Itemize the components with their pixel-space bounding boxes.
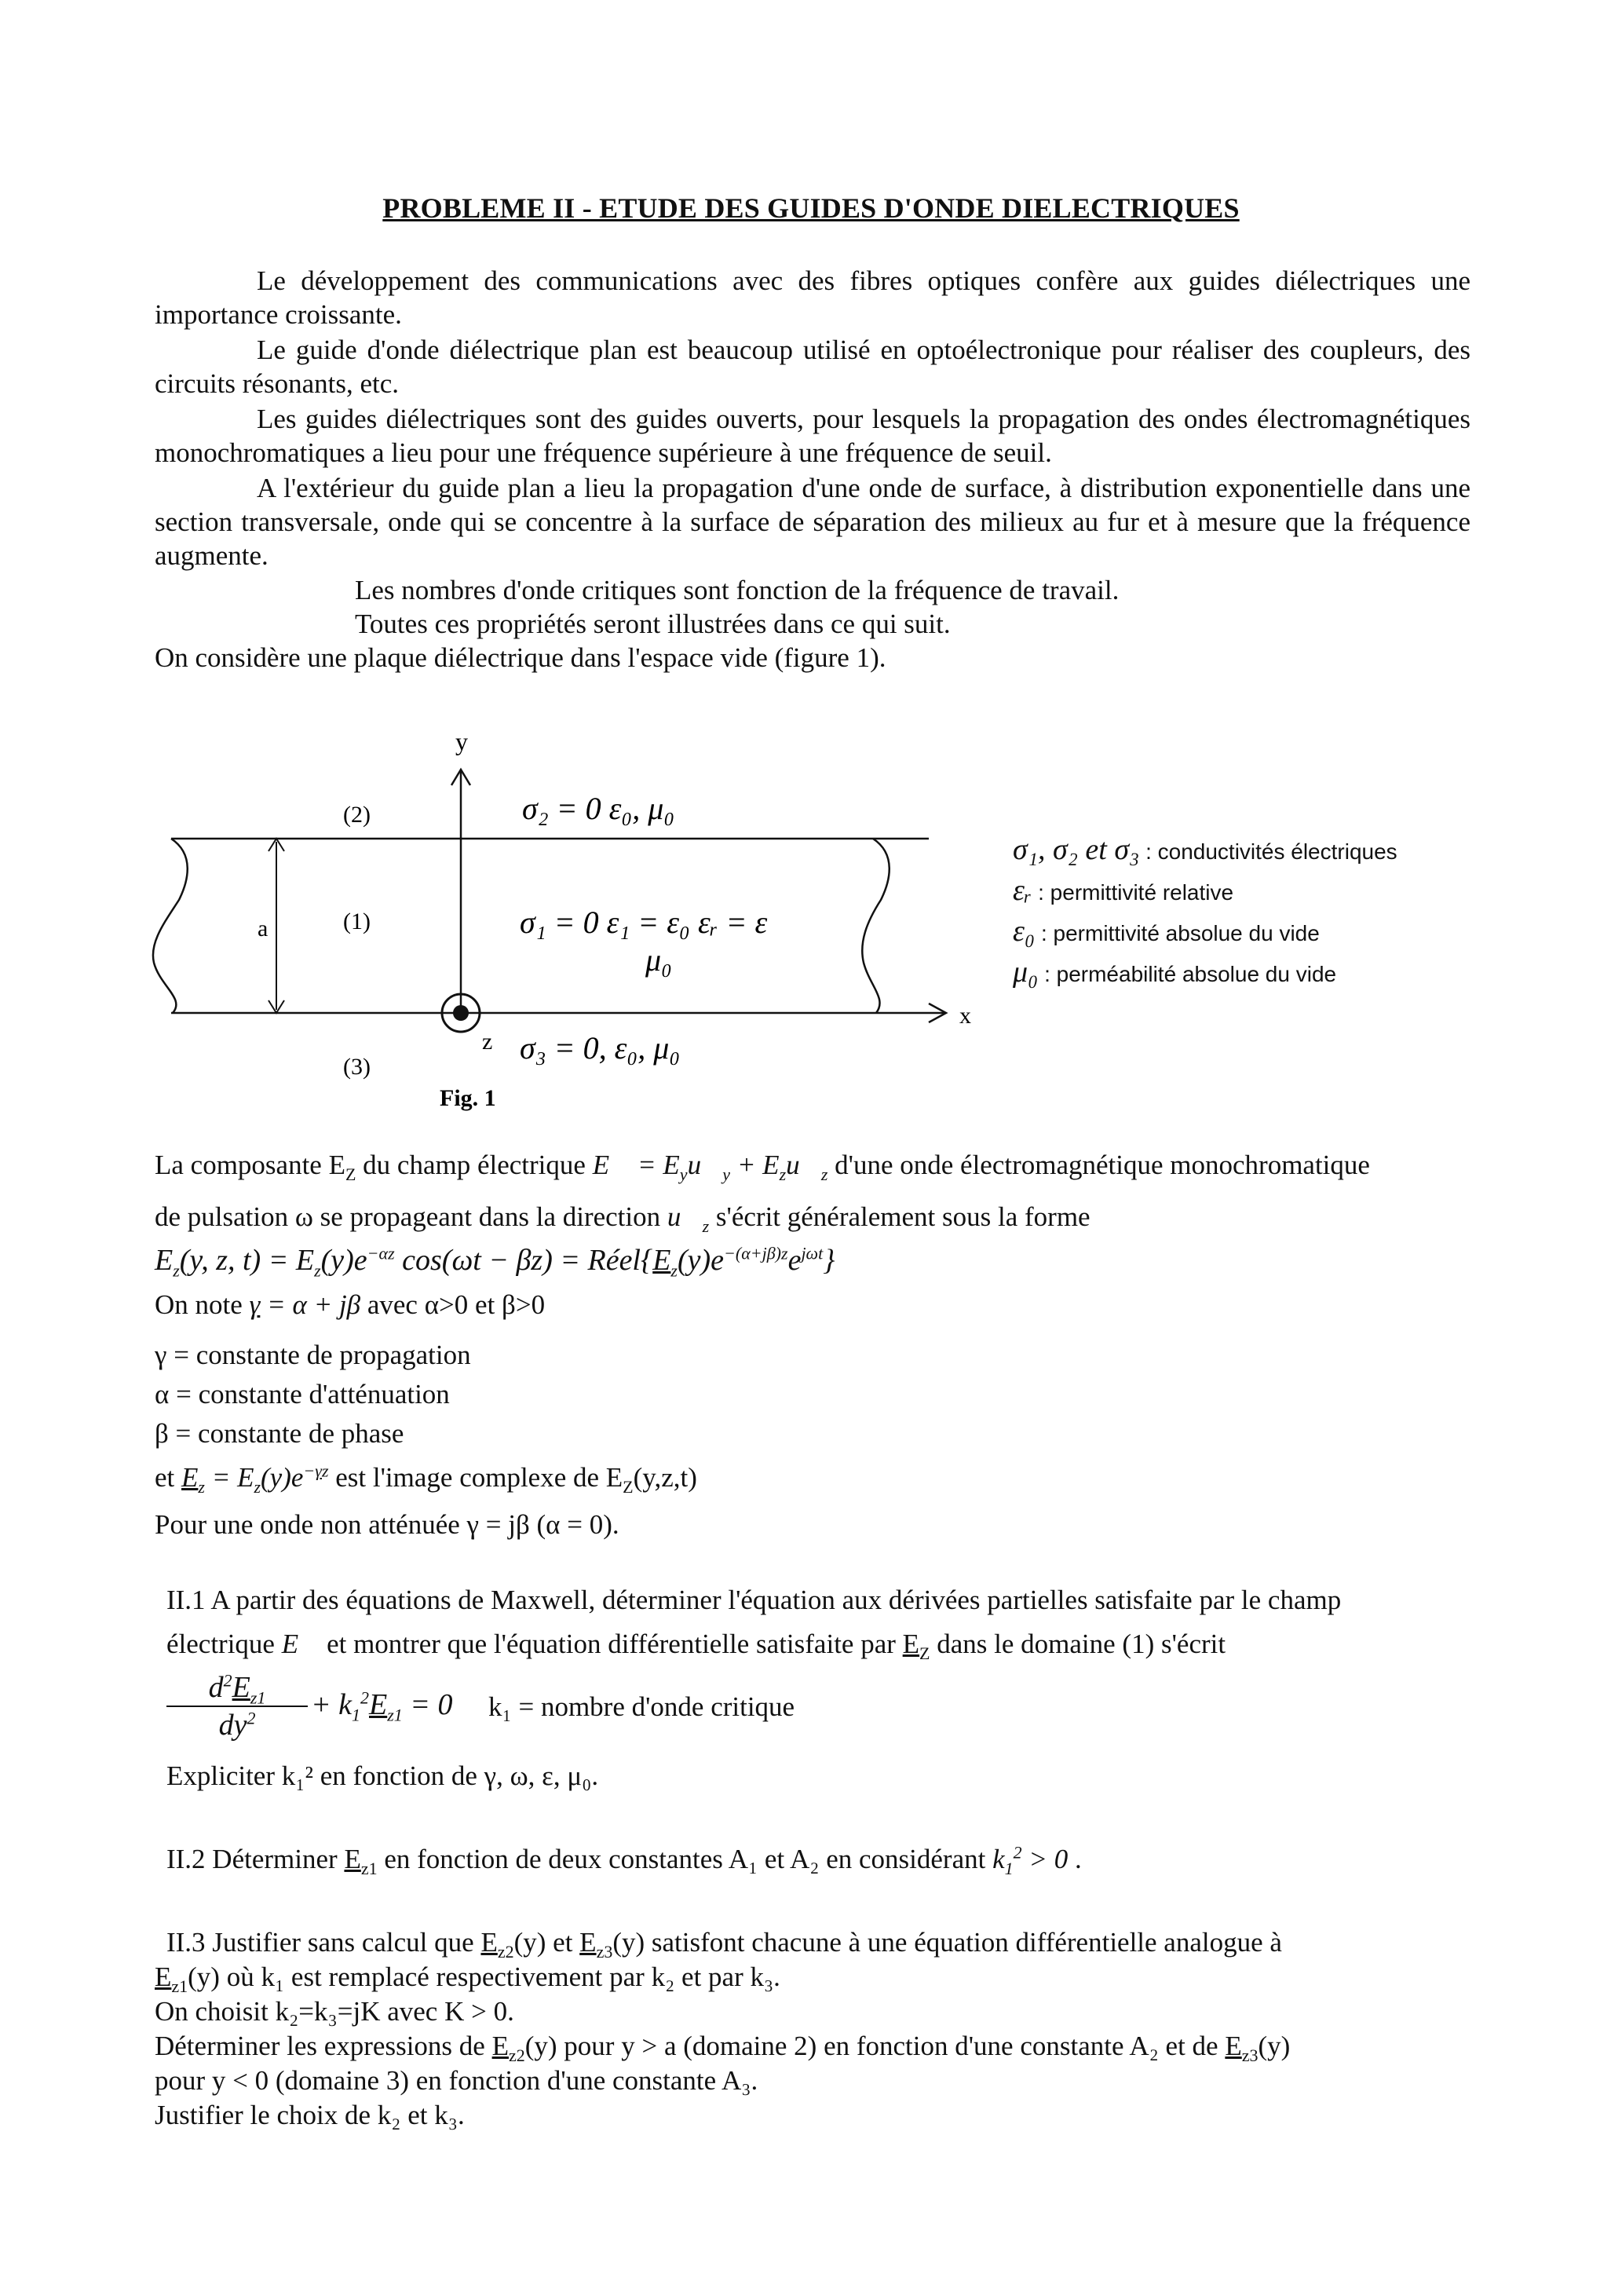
pulsation-text-b: se propageant dans la direction	[312, 1201, 667, 1232]
definition-gamma: γ = constante de propagation	[155, 1340, 471, 1370]
non-attenuated-sentence: Pour une onde non atténuée γ = jβ (α = 0).	[155, 1509, 619, 1540]
omega-symbol: ω	[294, 1201, 313, 1232]
region-1-permeability: μ₀	[645, 942, 672, 978]
intro-paragraph-2: Le guide d'onde diélectrique plan est beaucoup utilisé en optoélectronique pour réaliser des coupleurs, des circuits résonants, etc.	[155, 335, 1470, 399]
intro-paragraph-1: Le développement des communications avec des fibres optiques confère aux guides diélectriques une importance croissante.	[155, 265, 1470, 330]
region-3-label: (3)	[343, 1054, 371, 1080]
legend-relative-permittivity	[1013, 873, 1233, 908]
pulsation-sentence	[155, 1200, 1090, 1234]
legend-relative-permittivity-text: : permittivité relative	[1038, 880, 1234, 905]
pulsation-text-a: de pulsation	[155, 1201, 295, 1232]
left-break-curve	[153, 839, 188, 1013]
question-1-line-1: II.1 A partir des équations de Maxwell, déterminer l'équation aux dérivées partielles satisfaite par le champ	[166, 1585, 1342, 1615]
question-3-line-4-text-b: (y) pour y > a (domaine 2) en fonction d'une constante A₂ et de	[524, 2031, 1226, 2061]
x-axis-label: x	[959, 1003, 971, 1029]
complex-image-text-b: est l'image complexe de E	[328, 1462, 623, 1493]
region-1-properties: σ₁ = 0 ε₁ = ε₀ εᵣ = ε	[520, 905, 768, 940]
intro-paragraph-3: Les guides diélectriques sont des guides ouverts, pour lesquels la propagation des ondes électromagnétiques monochromatiques a lieu pour une fréquence supérieure à une fréquence de seuil.	[155, 404, 1470, 468]
figure-1	[0, 707, 1622, 1131]
question-1-text-a: électrique	[166, 1629, 282, 1659]
region-2-properties: σ₂ = 0 ε₀, μ₀	[522, 791, 675, 826]
question-3-text-b: (y) et	[513, 1927, 580, 1958]
ez1-symbol: E	[344, 1844, 361, 1874]
thickness-label: a	[258, 916, 269, 941]
question-1-line-4: Expliciter k₁² en fonction de γ, ω, ε, μ₀.	[166, 1760, 599, 1791]
figure-caption: Fig. 1	[440, 1085, 496, 1111]
question-2-text-a: II.2 Déterminer	[166, 1844, 345, 1874]
question-1-line-2: électrique E⃗ et montrer que l'équation différentielle satisfaite par $E_Z$ dans le domaine (1) s'écrit	[166, 1629, 1226, 1663]
legend-vacuum-permittivity	[1013, 914, 1320, 949]
region-1-label: (1)	[343, 909, 371, 934]
legend-conductivity-symbol: σ₁, σ₂ et σ₃	[1013, 833, 1140, 866]
z-axis-dot-icon	[453, 1005, 469, 1021]
ez1-symbol-2: E	[155, 1961, 172, 1992]
field-component-sentence: La composante $E_Z$ du champ électrique E⃗ = $E_yu⃗_y$ + $E_zu⃗_z$ d'une onde électromagnétique monochromatique	[155, 1150, 1370, 1184]
region-3-properties: σ₃ = 0, ε₀, μ₀	[520, 1030, 681, 1066]
complex-image-sentence: et $E_z = E_z(y)e^{-\gamma z}$ est l'image complexe de $E_Z(y,z,t)$	[155, 1461, 697, 1497]
intro-paragraph-5: Les nombres d'onde critiques sont fonction de la fréquence de travail.	[355, 575, 1120, 605]
ez3-symbol-2: E	[1225, 2031, 1242, 2061]
y-axis-label: y	[455, 727, 468, 755]
question-3-line-2-text: (y) où k₁ est remplacé respectivement par k₂ et par k₃.	[188, 1961, 780, 1992]
intro-paragraph-4: A l'extérieur du guide plan a lieu la propagation d'une onde de surface, à distribution exponentielle dans une section transversale, onde qui se concentre à la surface de séparation des milieux au fur et à mesure que la fréquence augmente.	[155, 473, 1470, 571]
field-vector-equation: E⃗ = $E_yu⃗_y$ + $E_zu⃗_z$	[592, 1150, 828, 1184]
field-component-text-b: du champ électrique	[356, 1150, 593, 1180]
question-3-line-2: $E_{z1}(y)$ où k₁ est remplacé respectivement par k₂ et par k₃.	[155, 1961, 780, 1996]
gamma-formula: γ = α + jβ	[249, 1289, 361, 1320]
question-3-line-4-text-c: (y)	[1258, 2031, 1291, 2061]
critical-wavenumber-definition: k₁ = nombre d'onde critique	[488, 1691, 795, 1722]
fraction-denominator: $dy^2$	[218, 1708, 256, 1742]
question-2-text-b: en fonction de deux constantes A₁ et A₂ en considérant	[377, 1844, 993, 1874]
legend-conductivity	[1013, 832, 1397, 867]
legend-vacuum-permeability-text: : perméabilité absolue du vide	[1044, 962, 1337, 986]
gamma-definition	[155, 1288, 545, 1322]
helmholtz-equation-rest: + $k_1^2E_{z1} = 0$	[311, 1687, 453, 1725]
question-3-line-5: pour y < 0 (domaine 3) en fonction d'une constante A₃.	[155, 2065, 758, 2096]
field-component-text-a: La composante E	[155, 1150, 345, 1180]
intro-paragraph-6: Toutes ces propriétés seront illustrées dans ce qui suit.	[355, 609, 951, 639]
direction-vector: $u⃗_z$	[667, 1201, 710, 1236]
legend-vacuum-permittivity-symbol: ε₀	[1013, 915, 1036, 948]
ez3-symbol: E	[579, 1927, 597, 1958]
field-component-text-c: d'une onde électromagnétique monochromatique	[827, 1150, 1370, 1180]
question-1-text-b: et montrer que l'équation différentielle satisfaite par	[320, 1629, 903, 1659]
page-title: PROBLEME II - ETUDE DES GUIDES D'ONDE DIELECTRIQUES	[382, 192, 1240, 224]
wave-equation: $E_z(y$, z, $t) = E_z(y)e^{-\alpha z}$ $\cos(\omega t - \beta z) = Réel\{E_z(y)e^{-(\alpha+j\beta)z}e^{j\omega t}\}$	[155, 1243, 835, 1281]
k1-positive-condition: $k_1^2 > 0$	[992, 1842, 1069, 1878]
pulsation-text-c: s'écrit généralement sous la forme	[709, 1201, 1090, 1232]
question-3-line-4: Déterminer les expressions de $E_{z2}(y)$ pour y > a (domaine 2) en fonction d'une constante A₂ et de $E_{z3}(y)$	[155, 2031, 1291, 2065]
question-3-line-3: On choisit k₂=k₃=jK avec K > 0.	[155, 1996, 514, 2027]
differential-fraction	[166, 1669, 308, 1743]
ez2-symbol: E	[480, 1927, 498, 1958]
fraction-numerator: $d^2E_{z1}$	[166, 1669, 308, 1707]
legend-conductivity-text: : conductivités électriques	[1145, 839, 1397, 864]
ez2-symbol-2: E	[491, 2031, 509, 2061]
right-break-curve	[862, 839, 890, 1013]
question-2: II.2 Déterminer $E_{z1}$ en fonction de deux constantes A₁ et A₂ en considérant $k_1^2 > 0$ .	[166, 1842, 1082, 1878]
gamma-note-text-b: avec α>0 et β>0	[360, 1289, 546, 1320]
question-3-line-1: II.3 Justifier sans calcul que $E_{z2}(y)$ et $E_{z3}(y)$ satisfont chacune à une équation différentielle analogue à	[166, 1927, 1282, 1961]
intro-paragraph-7: On considère une plaque diélectrique dans l'espace vide (figure 1).	[155, 642, 886, 673]
complex-image-text-a: et	[155, 1462, 182, 1493]
ez-symbol: E	[902, 1629, 920, 1659]
definition-beta: β = constante de phase	[155, 1418, 404, 1449]
region-2-label: (2)	[343, 802, 371, 828]
question-3-line-6: Justifier le choix de k₂ et k₃.	[155, 2100, 465, 2130]
z-axis-label: z	[482, 1029, 493, 1055]
question-3-line-4-text-a: Déterminer les expressions de	[155, 2031, 492, 2061]
complex-image-formula: $E_z = E_z(y)e^{-\gamma z}$	[181, 1461, 329, 1497]
question-2-text-c: .	[1068, 1844, 1082, 1874]
electric-field-vector: E⃗	[281, 1629, 320, 1659]
legend-vacuum-permeability-symbol: μ₀	[1013, 956, 1039, 989]
definition-alpha: α = constante d'atténuation	[155, 1379, 450, 1409]
legend-vacuum-permeability	[1013, 955, 1336, 989]
question-3-text-c: (y) satisfont chacune à une équation différentielle analogue à	[612, 1927, 1282, 1958]
question-3-text-a: II.3 Justifier sans calcul que	[166, 1927, 481, 1958]
question-1-text-c: dans le domaine (1) s'écrit	[930, 1629, 1226, 1659]
legend-relative-permittivity-symbol: εᵣ	[1013, 874, 1032, 907]
gamma-note-text-a: On note	[155, 1289, 250, 1320]
legend-vacuum-permittivity-text: : permittivité absolue du vide	[1040, 921, 1320, 945]
complex-image-text-c: (y,z,t)	[633, 1462, 697, 1493]
